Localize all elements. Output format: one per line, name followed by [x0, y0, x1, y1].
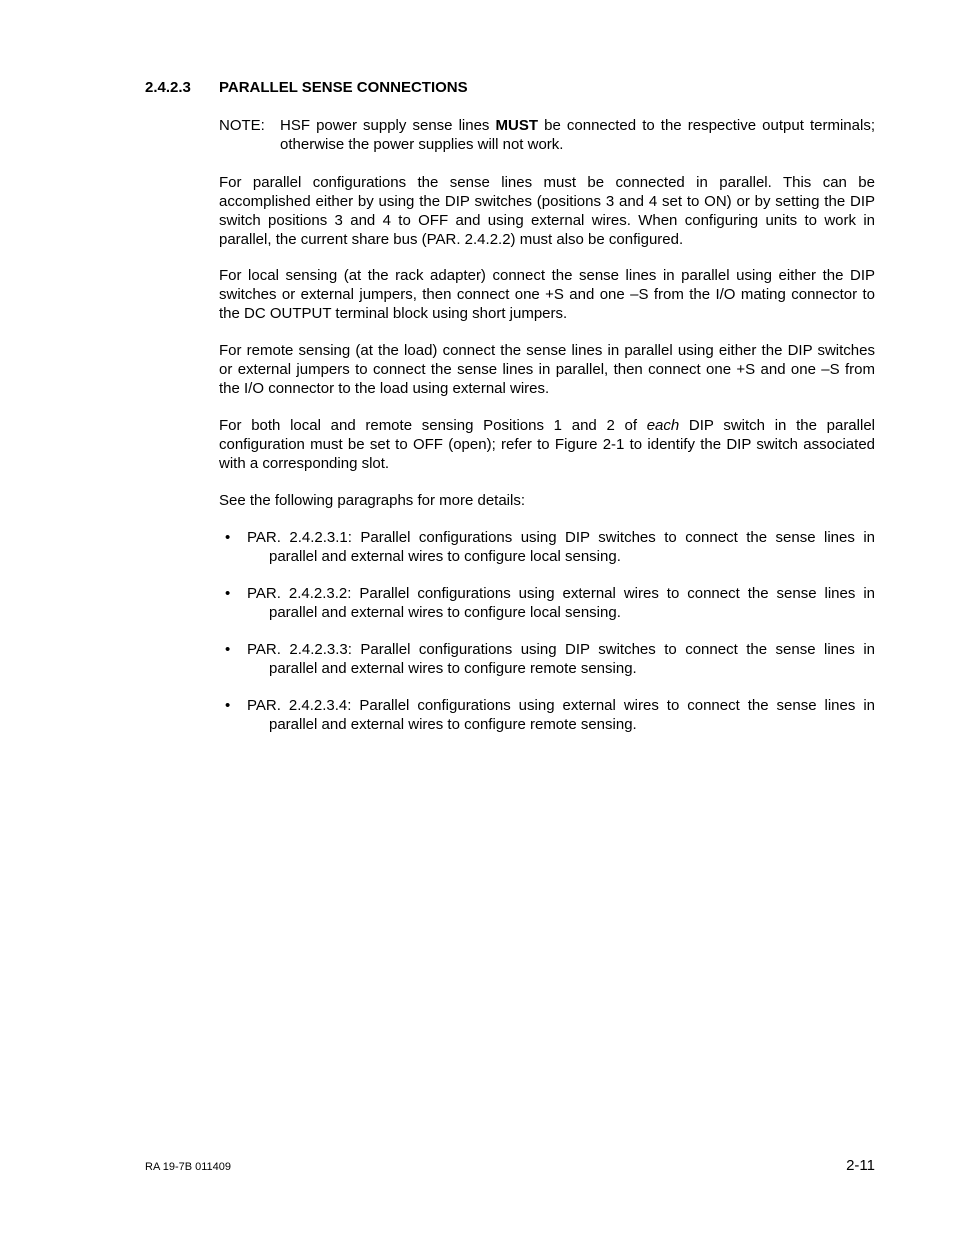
p4-italic: each	[646, 417, 680, 434]
section-heading	[145, 79, 468, 96]
note-emphasis: MUST	[495, 117, 539, 134]
bullet-marker: •	[225, 529, 231, 546]
note-label: NOTE:	[219, 117, 265, 134]
paragraph-see-following: See the following paragraphs for more details:	[219, 492, 526, 509]
bullet-list	[219, 528, 875, 752]
paragraph-parallel-config: For parallel configurations the sense lines must be connected in parallel. This can be accomplished either by using the DIP switches (positions 3 and 4 set to ON) or by setting the DIP switch positions 3 and 4 to OFF and using external wires. When configuring units to work in parallel, the current share bus (PAR. 2.4.2.2) must also be configured.	[219, 174, 875, 248]
list-item	[219, 528, 875, 566]
list-item-text: PAR. 2.4.2.3.3: Parallel configurations using DIP switches to connect the sense lines in parallel and external wires to configure remote sensing.	[247, 641, 875, 677]
paragraph-dip-positions	[219, 416, 875, 473]
p4-text-after: DIP switch in the parallel configuration must be set to OFF (open); refer to Figure 2-1 to identify the DIP switch associated with a corresponding slot.	[219, 417, 875, 472]
paragraph-remote-sensing: For remote sensing (at the load) connect the sense lines in parallel using either the DIP switches or external jumpers to connect the sense lines in parallel, then connect one +S and one –S from the I/O connector to the load using external wires.	[219, 342, 875, 397]
list-item	[219, 696, 875, 734]
note-text-after: be connected to the respective output terminals; otherwise the power supplies will not work.	[280, 117, 875, 153]
bullet-marker: •	[225, 697, 231, 714]
list-item-text: PAR. 2.4.2.3.2: Parallel configurations using external wires to connect the sense lines in parallel and external wires to configure local sensing.	[247, 585, 875, 621]
list-item	[219, 640, 875, 678]
note-body	[280, 116, 875, 154]
note-block	[219, 116, 875, 154]
section-number: 2.4.2.3	[145, 79, 191, 96]
footer-doc-id: RA 19-7B 011409	[145, 1161, 232, 1173]
p4-text-before: For both local and remote sensing Positions 1 and 2 of	[219, 417, 647, 434]
note-text-before: HSF power supply sense lines	[280, 117, 496, 134]
list-item	[219, 584, 875, 622]
bullet-marker: •	[225, 585, 231, 602]
paragraph-local-sensing: For local sensing (at the rack adapter) connect the sense lines in parallel using either the DIP switches or external jumpers, then connect one +S and one –S from the I/O mating connector to the DC OUTPUT terminal block using short jumpers.	[219, 267, 875, 322]
footer-page-number: 2-11	[846, 1157, 875, 1174]
list-item-text: PAR. 2.4.2.3.1: Parallel configurations using DIP switches to connect the sense lines in parallel and external wires to configure local sensing.	[247, 529, 875, 565]
bullet-marker: •	[225, 641, 231, 658]
list-item-text: PAR. 2.4.2.3.4: Parallel configurations using external wires to connect the sense lines in parallel and external wires to configure remote sensing.	[247, 697, 875, 733]
section-title: PARALLEL SENSE CONNECTIONS	[219, 79, 468, 96]
